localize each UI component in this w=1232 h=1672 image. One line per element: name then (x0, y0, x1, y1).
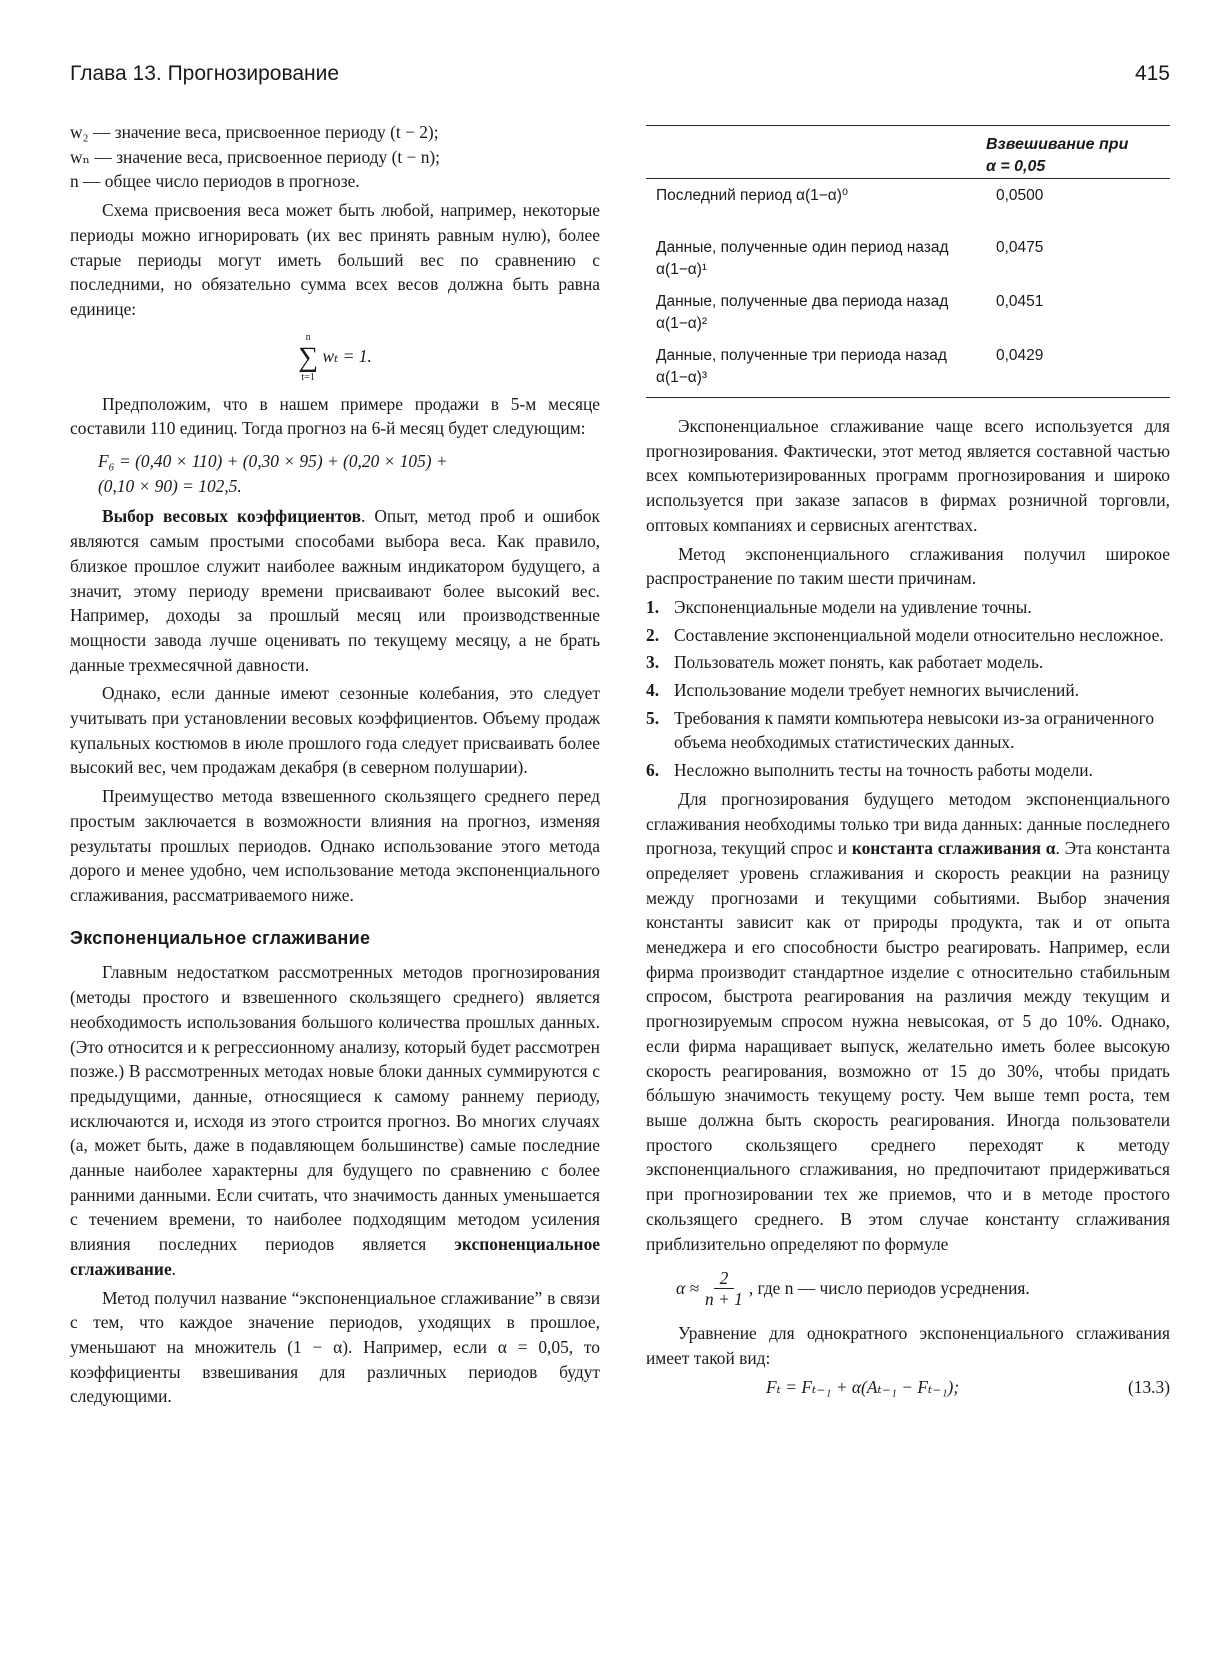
list-item: 3. Пользователь может понять, как работает модель. (646, 652, 1044, 673)
paragraph-equation-intro: Уравнение для однократного экспоненциального сглаживания имеет такой вид: (646, 1323, 1170, 1368)
alpha-lhs: α ≈ (676, 1278, 700, 1299)
fraction-numerator: 2 (714, 1268, 735, 1289)
alpha-fraction (705, 1268, 743, 1309)
right-column (646, 410, 1170, 1405)
section-heading: Экспоненциальное сглаживание (70, 927, 371, 948)
fraction-denominator: n + 1 (705, 1289, 743, 1310)
definition-w2: w₂ — значение веса, присвоенное периоду (t − 2); (70, 122, 439, 142)
list-item: 4. Использование модели требует немногих вычислений. (646, 680, 1079, 701)
page-header (70, 62, 1170, 96)
list-item: 1. Экспоненциальные модели на удивление точны. (646, 596, 1032, 617)
table-header (646, 130, 1170, 179)
reasons-list (646, 595, 1170, 783)
paragraph-usage: Экспоненциальное сглаживание чаще всего используется для прогнозирования. Фактически, этот метод является составной частью всех компьютеризированных программ прогнозирования и широко используется при заказе запасов в фирмах розничной торговли, оптовых компаниях и сервисных агентствах. (646, 416, 1170, 535)
equation-number: (13.3) (1127, 1376, 1170, 1397)
table-row (646, 231, 1170, 285)
list-item: 5. Требования к памяти компьютера невысоки из-за ограниченного объема необходимых статистических данных. (646, 707, 1155, 753)
list-item: 6. Несложно выполнить тесты на точность работы модели. (646, 760, 1093, 781)
sum-sign: ∑ (298, 341, 319, 373)
sum-body: wₜ = 1. (322, 345, 372, 366)
paragraph-seasonality: Однако, если данные имеют сезонные колебания, это следует учитывать при установлении весовых коэффициентов. Объему продаж купальных костюмов в июле прошлого года следует присваивать более высокий вес, чем продажам декабря (в северном полушарии). (70, 683, 600, 778)
row-value: 0,0429 (996, 347, 1044, 364)
definition-wn: wₙ — значение веса, присвоенное периоду (t − n); (70, 146, 441, 167)
alpha-explanation: , где n — число периодов усреднения. (748, 1278, 1030, 1299)
row-value: 0,0475 (996, 239, 1044, 256)
sum-upper-limit: n (305, 331, 311, 343)
row-label: Данные, полученные два периода назад α(1−α)² (656, 293, 949, 332)
equation-13-3 (646, 1375, 1170, 1405)
paragraph-weight-scheme: Схема присвоения веса может быть любой, например, некоторые периоды можно игнорировать (их вес принять равным нулю), более старые периоды могут иметь больший вес по сравнению с последними, но обязательно сумма всех весов должна быть равна единице: (70, 200, 600, 319)
paragraph-drawback: Главным недостатком рассмотренных методов прогнозирования (методы простого и взвешенного скользящего среднего) является необходимость использования большого количества прошлых данных. (Это относится и к регрессионному анализу, который будет рассмотрен позже.) В рассмотренных методах новые блоки данных суммируются с предыдущими, данные, относящиеся к самому раннему периоду, исключаются и, исходя из этого строится прогноз. Во многих случаях (а, может быть, даже в подавляющем большинстве) самые последние данные наиболее характерны для будущего по сравнению с более ранними данными. Если считать, что значимость данных уменьшается с течением времени, то наиболее подходящим методом усиления влияния последних периодов является экспоненциальное сглаживание. (70, 962, 600, 1279)
row-value: 0,0500 (996, 187, 1044, 204)
paragraph-name-origin: Метод получил название “экспоненциальное сглаживание” в связи с тем, что каждое значение периодов, уходящих в прошлое, уменьшают на множитель (1 − α). Например, если α = 0,05, то коэффициенты взвешивания для различных периодов будут следующими. (70, 1287, 600, 1407)
table-header-line-1: Взвешивание при (986, 136, 1129, 153)
variable-definitions (70, 120, 600, 194)
term-smoothing-constant: константа сглаживания α (851, 838, 1056, 859)
row-label: Данные, полученные три периода назад α(1−α)³ (656, 347, 947, 386)
term-weight-selection: Выбор весовых коэффициентов (102, 506, 361, 527)
row-label: Последний период α(1−α)⁰ (656, 187, 849, 204)
equation-body: Fₜ = Fₜ₋₁ + α(Aₜ₋₁ − Fₜ₋₁); (766, 1376, 960, 1397)
definition-n: n — общее число периодов в прогнозе. (70, 171, 360, 192)
formula-line-1: F₆ = (0,40 × 110) + (0,30 × 95) + (0,20 × 105) + (98, 451, 448, 472)
table-bottom-rule (646, 397, 1170, 398)
sum-of-weights-formula (70, 332, 600, 384)
table-row (646, 339, 1170, 393)
row-label: Данные, полученные один период назад α(1−α)¹ (656, 239, 949, 278)
formula-line-2: (0,10 × 90) = 102,5. (98, 475, 242, 496)
paragraph-advantage: Преимущество метода взвешенного скользящего среднего перед простым заключается в возможности влияния на прогноз, изменяя результаты прошлых периодов. Однако использование этого метода дорого и менее удобно, чем использование метода экспоненциального сглаживания, рассматриваемого ниже. (70, 786, 600, 905)
table-header-line-2: α = 0,05 (986, 158, 1046, 175)
list-item: 2. Составление экспоненциальной модели относительно несложное. (646, 624, 1164, 645)
left-column (70, 120, 600, 1409)
paragraph-weight-selection: Выбор весовых коэффициентов. Опыт, метод проб и ошибок являются самым простыми способами выбора веса. Как правило, близкое прошлое служит наиболее важным индикатором будущего, а значит, этому периоду времени присваивают более высокий вес. Например, доходы за прошлый месяц или производственные мощности завода лучше оценивать по текущему месяцу, а не брать данные трехмесячной давности. (70, 506, 600, 675)
row-value: 0,0451 (996, 293, 1044, 310)
table-row (646, 285, 1170, 339)
paragraph-reasons-intro: Метод экспоненциального сглаживания получил широкое распространение по таким шести причинам. (646, 543, 1170, 589)
paragraph-example: Предположим, что в нашем примере продажи в 5-м месяце составили 110 единиц. Тогда прогноз на 6-й месяц будет следующим: (70, 393, 600, 439)
table-row (646, 179, 1170, 231)
chapter-title: Глава 13. Прогнозирование (70, 62, 340, 85)
paragraph-smoothing-constant: Для прогнозирования будущего методом экспоненциального сглаживания необходимы только три вида данных: данные последнего прогноза, текущий спрос и константа сглаживания α. Эта константа определяет уровень сглаживания и скорость реакции на разницу между прогнозами и текущими событиями. Выбор значения константы зависит как от природы продукта, так и от опыта менеджера и его способности быстро реагировать. Например, если фирма производит стандартное изделие с относительно стабильным спросом, быстрота реагирования на различия между текущим и прогнозируемым спросом нужна невысокая, от 5 до 10%. Однако, если фирма наращивает выпуск, желательно иметь более высокую скорость реагирования, возможно от 15 до 30%, чтобы придать бóльшую значимость текущему росту. Чем выше темп роста, тем выше должна быть скорость реагирования. Иногда пользователи простого скользящего среднего переходят к методу экспоненциального сглаживания, но предпочитают придерживаться при прогнозировании тех же приемов, что и в методе простого скользящего среднего. В этом случае константу сглаживания приблизительно определяют по формуле (646, 788, 1170, 1254)
table-top-rule (646, 125, 1170, 126)
page-number: 415 (1134, 62, 1170, 85)
sum-lower-limit: t=1 (301, 371, 315, 383)
forecast-f6-formula (70, 449, 600, 498)
weights-table (646, 125, 1170, 398)
alpha-formula (676, 1268, 1170, 1309)
term-exponential-smoothing: экспоненциальное сглаживание (70, 1234, 600, 1279)
